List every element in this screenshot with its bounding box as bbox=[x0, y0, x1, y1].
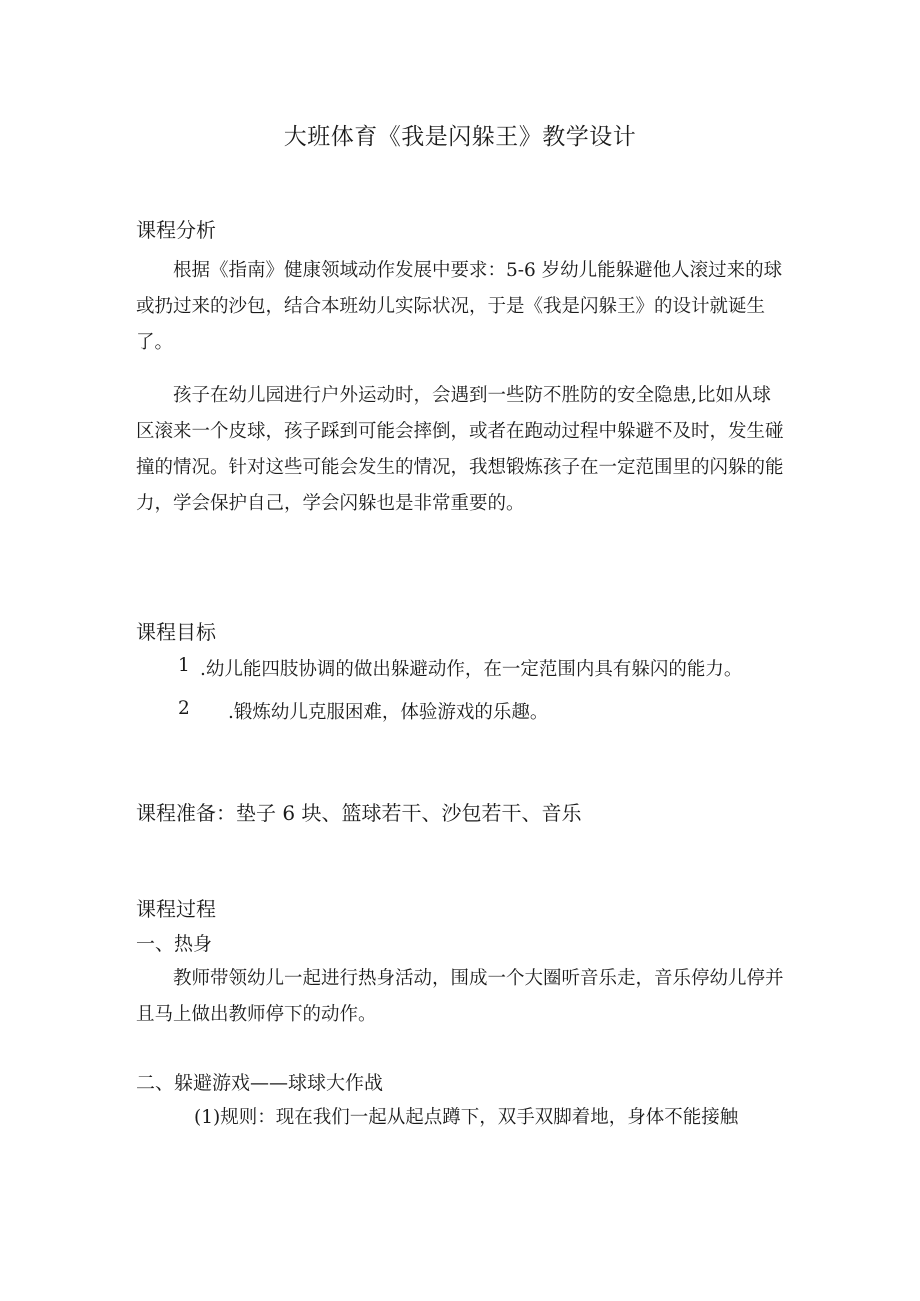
analysis-paragraph-2: 孩子在幼儿园进行户外运动时，会遇到一些防不胜防的安全隐患,比如从球区滚来一个皮球，孩子踩到可能会摔倒，或者在跑动过程中躲避不及时，发生碰撞的情况。针对这些可能会发生的情况，我想锻炼孩子在一定范围里的闪躲的能力，学会保护自己，学会闪躲也是非常重要的。 bbox=[136, 385, 784, 514]
goals-heading: 课程目标 bbox=[136, 620, 216, 644]
process-heading: 课程过程 bbox=[136, 897, 216, 921]
game-rule-text: (1)规则：现在我们一起从起点蹲下，双手双脚着地，身体不能接触 bbox=[194, 1107, 739, 1128]
preparation-line: 课程准备：垫子 6 块、篮球若干、沙包若干、音乐 bbox=[136, 801, 582, 825]
goal-item-1-text: .幼儿能四肢协调的做出躲避动作，在一定范围内具有躲闪的能力。 bbox=[200, 659, 743, 680]
warmup-heading: 一、热身 bbox=[136, 933, 213, 955]
game-heading: 二、躲避游戏——球球大作战 bbox=[136, 1072, 384, 1094]
document-title: 大班体育《我是闪躲王》教学设计 bbox=[283, 124, 637, 150]
goal-item-1-number: 1 bbox=[178, 655, 190, 676]
analysis-paragraph-1: 根据《指南》健康领域动作发展中要求：5-6 岁幼儿能躲避他人滚过来的球或扔过来的沙包，结合本班幼儿实际状况，于是《我是闪躲王》的设计就诞生了。 bbox=[136, 260, 783, 353]
analysis-heading: 课程分析 bbox=[136, 218, 216, 242]
warmup-paragraph: 教师带领幼儿一起进行热身活动，围成一个大圈听音乐走，音乐停幼儿停并且马上做出教师停下的动作。 bbox=[136, 968, 784, 1025]
goal-item-2-text: .锻炼幼儿克服困难，体验游戏的乐趣。 bbox=[228, 702, 549, 723]
goal-item-2-number: 2 bbox=[178, 698, 190, 719]
